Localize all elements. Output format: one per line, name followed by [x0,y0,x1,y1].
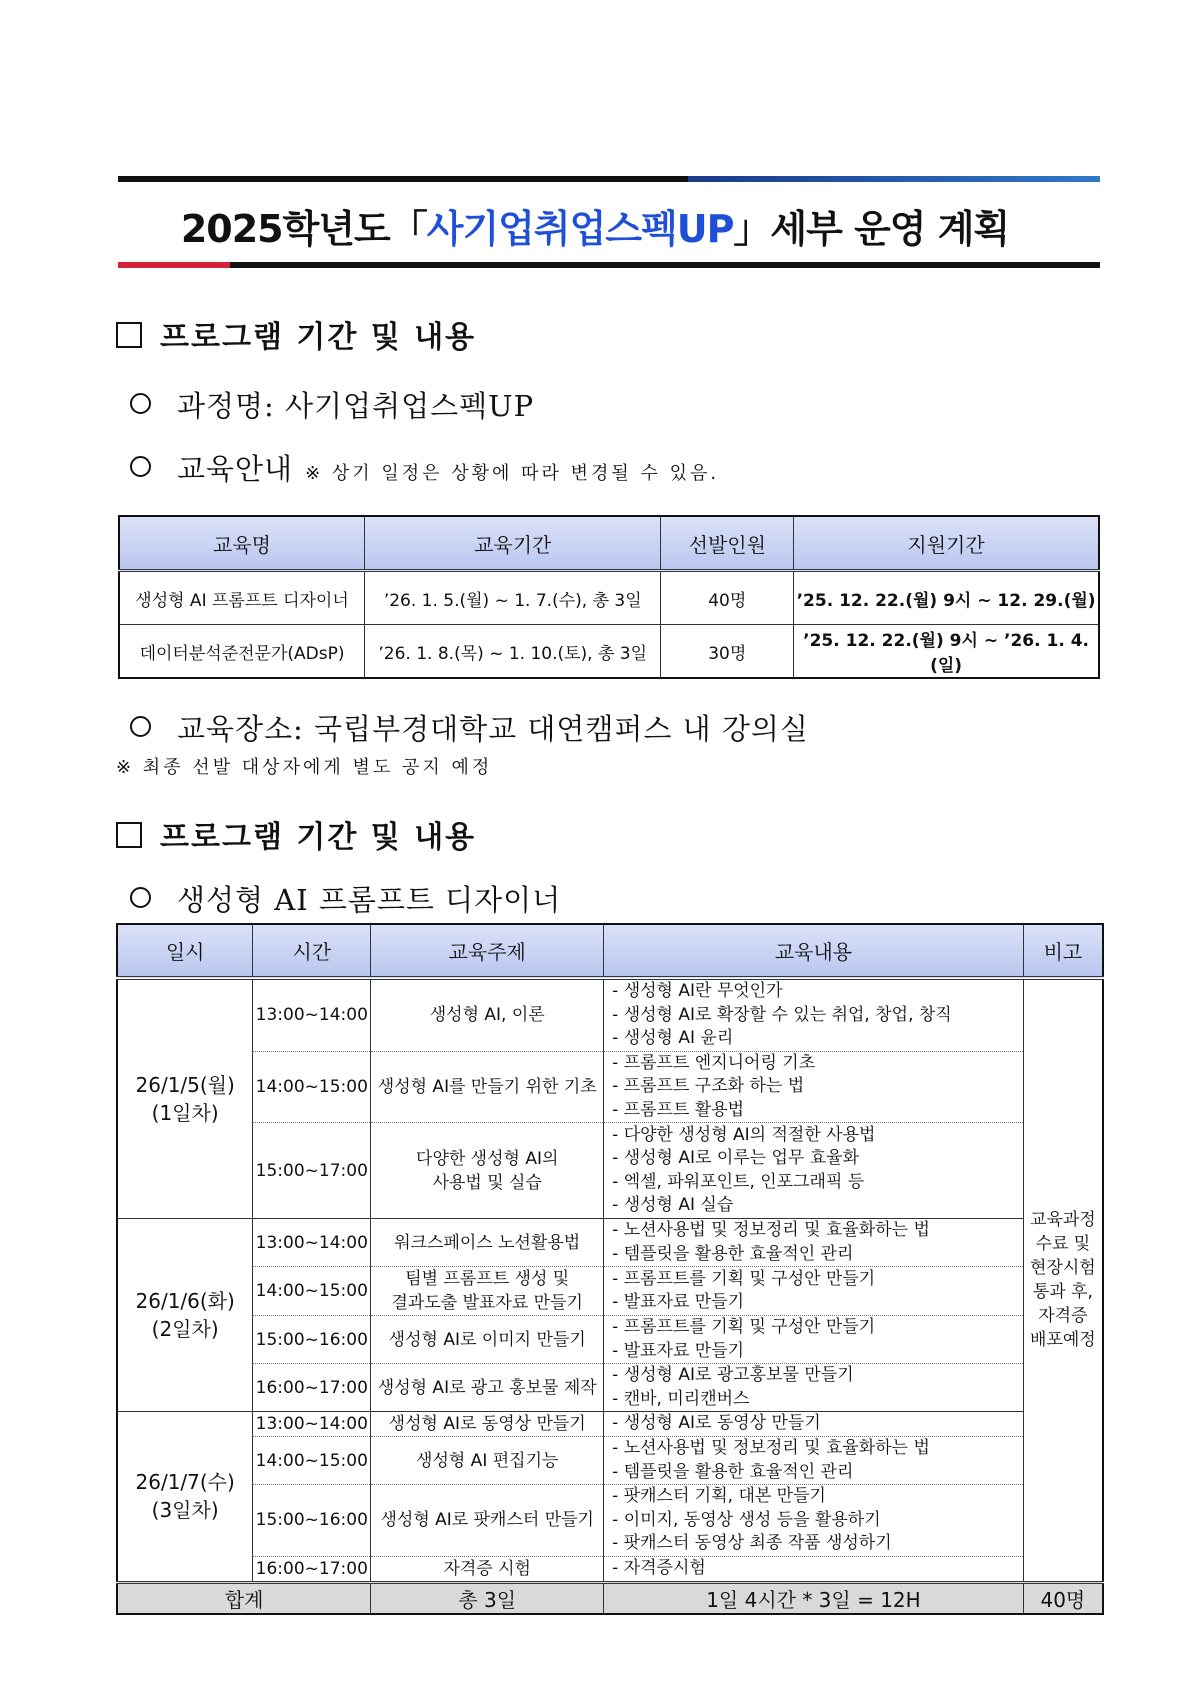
day-label: (2일차) [151,1317,219,1341]
circle-bullet-icon [130,887,151,908]
circle-bullet-icon [130,716,151,737]
content-line: - 템플릿을 활용한 효율적인 관리 [612,1243,854,1264]
header-course: 교육명 [119,516,365,571]
content-line: - 발표자료 만들기 [612,1292,745,1312]
remark-line: 교육과정 [1030,1210,1096,1231]
remark-line: 수료 및 [1035,1234,1091,1255]
topic-line: 워크스페이스 노션활용법 [394,1232,581,1253]
checkbox-square-icon [116,822,142,848]
total-label: 합계 [117,1582,371,1614]
session-content [604,1051,1024,1123]
content-line: - 생성형 AI란 무엇인가 [612,981,783,1001]
session-time: 14:00~15:00 [253,1051,371,1123]
table-row [117,1412,1103,1437]
session-topic [371,1219,604,1267]
title-bottom-bar-red [118,262,230,268]
session-time: 13:00~14:00 [253,978,371,1051]
session-topic [371,1051,604,1123]
table-row [117,978,1103,1051]
content-line: - 팟캐스터 동영상 최종 작품 생성하기 [612,1533,892,1553]
session-topic [371,1412,604,1437]
table-row [117,1267,1103,1316]
title-top-bar-blue [688,176,1100,182]
day-label: (1일차) [151,1101,219,1125]
course-name-line: 과정명: 사기업취업스펙UP [130,384,534,425]
edu-guide-line: 교육안내 ※ 상기 일정은 상황에 따라 변경될 수 있음. [130,447,719,488]
cell-course: 데이터분석준전문가(ADsP) [119,625,365,679]
title-bottom-bar-dark [230,262,1100,268]
session-content [604,1364,1024,1412]
header-date: 일시 [117,924,253,978]
session-content [604,978,1024,1051]
session-content [604,1316,1024,1364]
topic-line: 생성형 AI를 만들기 위한 기초 [377,1076,597,1097]
circle-bullet-icon [130,456,151,477]
location-note: ※ 최종 선발 대상자에게 별도 공지 예정 [116,757,493,778]
topic-line: 자격증 시험 [443,1558,531,1579]
day-date: 26/1/7(수) [135,1470,235,1495]
cell-course: 생성형 AI 프롬프트 디자이너 [119,571,365,625]
content-line: - 프롬프트 활용법 [612,1099,745,1120]
content-line: - 생성형 AI로 광고홍보물 만들기 [612,1365,854,1385]
day-cell [117,1412,253,1583]
content-line: - 템플릿을 활용한 효율적인 관리 [612,1461,854,1482]
cell-apply-period: ’25. 12. 22.(월) 9시 ~ 12. 29.(월) [794,571,1099,625]
session-time: 16:00~17:00 [253,1364,371,1412]
session-content [604,1412,1024,1437]
table-row [117,1051,1103,1123]
header-time: 시간 [253,924,371,978]
content-line: - 노션사용법 및 정보정리 및 효율화하는 법 [612,1438,930,1458]
day-date: 26/1/6(화) [135,1289,235,1313]
session-time: 15:00~16:00 [253,1485,371,1557]
session-content [604,1556,1024,1582]
table-row [117,1364,1103,1412]
session-topic [371,1364,604,1412]
topic-line: 생성형 AI로 광고 홍보물 제작 [377,1377,597,1398]
content-line: - 생성형 AI로 확장할 수 있는 취업, 창업, 창직 [612,1004,952,1025]
table-row [117,1316,1103,1364]
table-row [117,1219,1103,1267]
content-line: - 이미지, 동영상 생성 등을 활용하기 [612,1509,881,1530]
header-remark: 비고 [1023,924,1103,978]
remark-line: 자격증 [1038,1306,1088,1327]
content-line: - 노션사용법 및 정보정리 및 효율화하는 법 [612,1220,930,1240]
content-line: - 캔바, 미리캔버스 [612,1388,750,1409]
day-date: 26/1/5(월) [135,1073,235,1097]
content-line: - 엑셀, 파워포인트, 인포그래픽 등 [612,1171,865,1192]
table-header-row [119,516,1099,571]
session-content [604,1485,1024,1557]
total-hours: 1일 4시간 * 3일 = 12H [604,1582,1024,1614]
table-header-row [117,924,1103,978]
session-content [604,1123,1024,1219]
topic-line: 사용법 및 실습 [432,1172,542,1193]
session-time: 14:00~15:00 [253,1437,371,1485]
session-time: 13:00~14:00 [253,1219,371,1267]
total-days: 총 3일 [371,1582,604,1614]
cell-capacity: 30명 [661,625,794,679]
session-time: 13:00~14:00 [253,1412,371,1437]
topic-line: 생성형 AI 편집기능 [416,1450,559,1471]
session-content [604,1219,1024,1267]
section-heading-2: 프로그램 기간 및 내용 [116,812,476,856]
cell-period: ’26. 1. 8.(목) ~ 1. 10.(토), 총 3일 [365,625,661,679]
session-content [604,1437,1024,1485]
remark-cell [1023,978,1103,1582]
header-content: 교육내용 [604,924,1024,978]
header-period: 교육기간 [365,516,661,571]
course-summary-table [118,515,1100,679]
session-topic [371,978,604,1051]
table-row [117,1437,1103,1485]
content-line: - 팟캐스터 기획, 대본 만들기 [612,1486,826,1506]
day-cell [117,1219,253,1412]
content-line: - 생성형 AI로 이루는 업무 효율화 [612,1148,860,1168]
content-line: - 프롬프트 엔지니어링 기초 [612,1052,816,1073]
table-row [117,1123,1103,1219]
content-line: - 발표자료 만들기 [612,1340,745,1361]
session-topic [371,1316,604,1364]
topic-line: 생성형 AI로 동영상 만들기 [388,1414,586,1434]
session-topic [371,1556,604,1582]
session-time: 14:00~15:00 [253,1267,371,1316]
session-topic [371,1123,604,1219]
session-time: 15:00~16:00 [253,1316,371,1364]
session-content [604,1267,1024,1316]
topic-line: 다양한 생성형 AI의 [416,1148,559,1169]
schedule-table [116,923,1104,1615]
content-line: - 생성형 AI로 동영상 만들기 [612,1413,821,1434]
topic-line: 생성형 AI로 이미지 만들기 [388,1329,586,1350]
session-topic [371,1267,604,1316]
content-line: - 프롬프트를 기획 및 구성안 만들기 [612,1268,876,1289]
session-topic [371,1485,604,1557]
page-title: 2025학년도「사기업취업스펙UP」세부 운영 계획 [180,207,1010,251]
checkbox-square-icon [116,322,142,348]
topic-line: 생성형 AI, 이론 [429,1005,545,1026]
program-name-line: 생성형 AI 프롬프트 디자이너 [130,878,561,919]
total-row [117,1582,1103,1614]
topic-line: 팀별 프롬프트 생성 및 [405,1269,570,1289]
session-time: 15:00~17:00 [253,1123,371,1219]
content-line: - 생성형 AI 실습 [612,1195,734,1215]
title-top-bar-dark [118,176,688,182]
content-line: - 프롬프트 구조화 하는 법 [612,1076,805,1096]
session-time: 16:00~17:00 [253,1556,371,1582]
cell-apply-period: ’25. 12. 22.(월) 9시 ~ ’26. 1. 4.(일) [794,625,1099,679]
topic-line: 결과도출 발표자료 만들기 [391,1293,583,1313]
table-row [117,1556,1103,1582]
total-people: 40명 [1023,1582,1103,1614]
content-line: - 다양한 생성형 AI의 적절한 사용법 [612,1124,876,1145]
table-row [117,1485,1103,1557]
content-line: - 자격증시험 [612,1557,706,1578]
table-row [119,571,1099,625]
remark-line: 통과 후, [1032,1282,1093,1303]
table-row [119,625,1099,679]
content-line: - 생성형 AI 윤리 [612,1028,734,1048]
section-heading-1: 프로그램 기간 및 내용 [116,312,476,356]
header-topic: 교육주제 [371,924,604,978]
day-label: (3일차) [151,1498,219,1523]
day-cell [117,978,253,1219]
circle-bullet-icon [130,393,151,414]
header-capacity: 선발인원 [661,516,794,571]
cell-period: ’26. 1. 5.(월) ~ 1. 7.(수), 총 3일 [365,571,661,625]
content-line: - 프롬프트를 기획 및 구성안 만들기 [612,1317,876,1337]
remark-line: 배포예정 [1030,1330,1096,1351]
location-line: 교육장소: 국립부경대학교 대연캠퍼스 내 강의실 [130,707,809,748]
header-apply-period: 지원기간 [794,516,1099,571]
remark-line: 현장시험 [1030,1258,1096,1279]
session-topic [371,1437,604,1485]
cell-capacity: 40명 [661,571,794,625]
topic-line: 생성형 AI로 팟캐스터 만들기 [380,1510,594,1531]
